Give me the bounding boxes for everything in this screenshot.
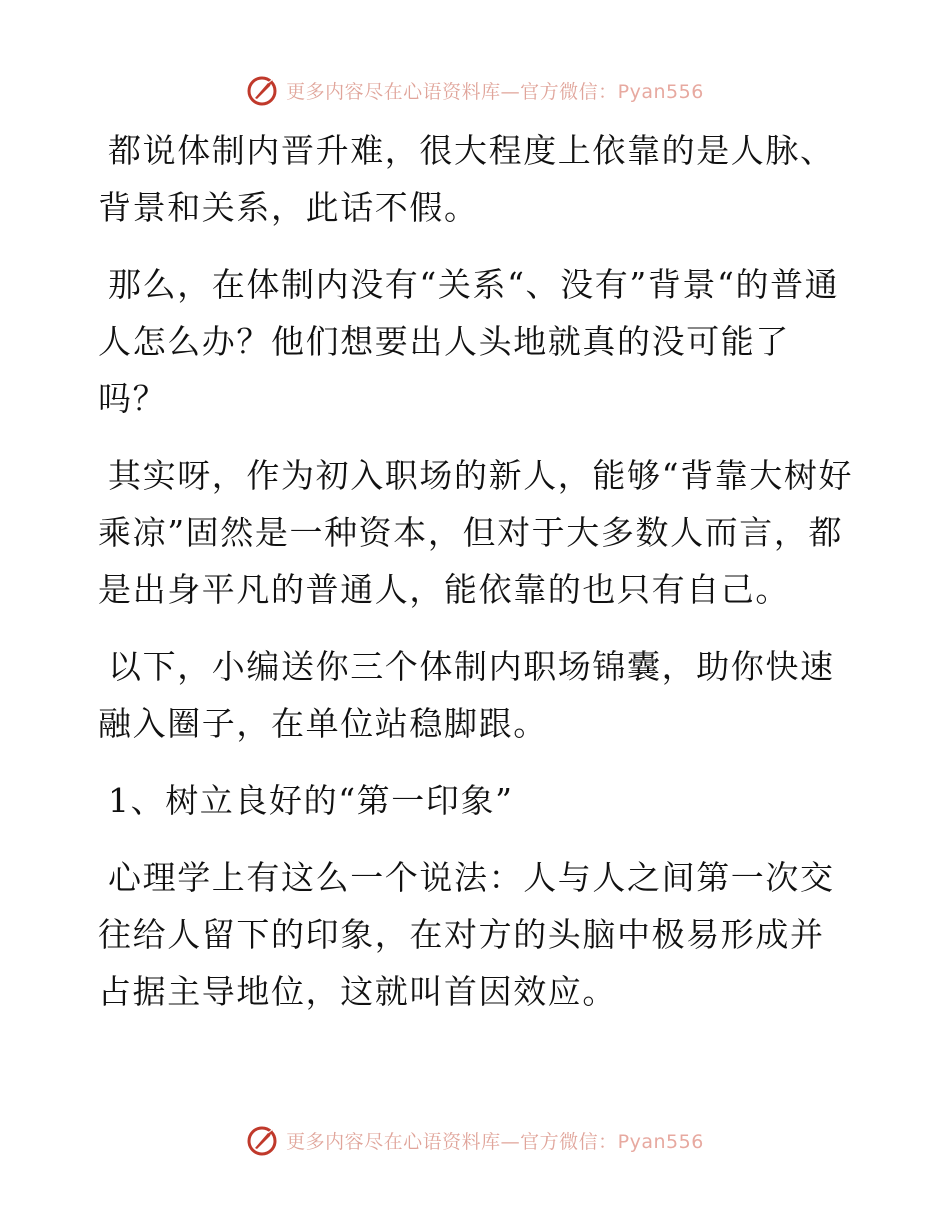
section-heading: 1、树立良好的“第一印象” bbox=[108, 781, 514, 820]
document-body bbox=[98, 122, 858, 1040]
paragraph: 那么，在体制内没有“关系“、没有”背景“的普通人怎么办？他们想要出人头地就真的没可能了吗？ bbox=[98, 265, 840, 418]
watermark-text: 更多内容尽在心语资料库—官方微信：Pyan556 bbox=[286, 80, 704, 103]
watermark-text: 更多内容尽在心语资料库—官方微信：Pyan556 bbox=[286, 1130, 704, 1153]
paragraph: 以下，小编送你三个体制内职场锦囊，助你快速融入圈子，在单位站稳脚跟。 bbox=[98, 647, 835, 743]
paragraph: 心理学上有这么一个说法：人与人之间第一次交往给人留下的印象，在对方的头脑中极易形成并占据主导地位，这就叫首因效应。 bbox=[98, 858, 835, 1011]
footer-watermark bbox=[0, 1120, 950, 1160]
header-watermark bbox=[0, 70, 950, 110]
pen-logo-icon bbox=[246, 73, 280, 107]
pen-logo-icon bbox=[246, 1123, 280, 1157]
paragraph: 都说体制内晋升难，很大程度上依靠的是人脉、背景和关系，此话不假。 bbox=[98, 131, 835, 227]
paragraph: 其实呀，作为初入职场的新人，能够“背靠大树好乘凉”固然是一种资本，但对于大多数人而言，都是出身平凡的普通人，能依靠的也只有自己。 bbox=[98, 456, 854, 609]
